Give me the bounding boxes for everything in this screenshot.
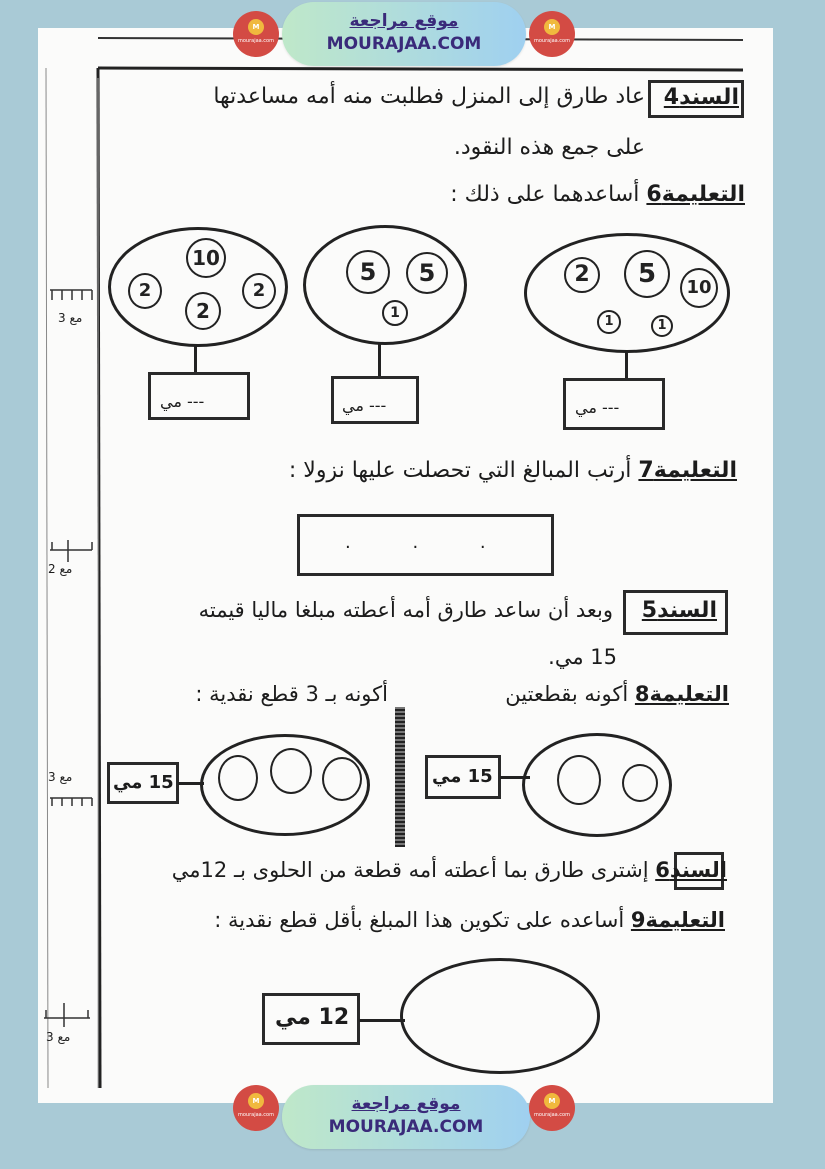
banner-arabic: موقع مراجعة xyxy=(349,11,459,31)
coin-oval[interactable] xyxy=(400,958,600,1074)
sanad4-text-line1: عاد طارق إلى المنزل فطلبت منه أمه مساعدتها xyxy=(213,84,645,109)
instruction6 xyxy=(450,182,745,207)
margin-mark: مع 2 xyxy=(48,562,73,576)
amount-box-text: 12 مي xyxy=(275,1005,350,1030)
instruction9-text: أساعده على تكوين هذا المبلغ بأقل قطع نقدية : xyxy=(214,908,625,932)
coin: 2 xyxy=(128,273,162,309)
sanad6-label: السند6 xyxy=(655,858,727,882)
coin: 2 xyxy=(185,292,221,330)
instruction8 xyxy=(505,682,729,706)
instruction8-text-b: أكونه بـ 3 قطع نقدية : xyxy=(195,682,388,706)
banner-url: MOURAJAA.COM xyxy=(326,34,482,54)
sanad6-text: إشترى طارق بما أعطته أمه قطعة من الحلوى بـ 12مي xyxy=(171,858,649,882)
coin: 1 xyxy=(382,300,408,326)
answer-box-text: --- مي xyxy=(342,396,387,415)
answer-box-text: --- مي xyxy=(160,392,205,411)
empty-coin[interactable] xyxy=(322,757,362,801)
answer-box-text: --- مي xyxy=(575,398,620,417)
margin-mark: مع 3 xyxy=(58,311,83,325)
margin-mark: مع 3 xyxy=(46,1030,71,1044)
instruction7-text: أرتب المبالغ التي تحصلت عليها نزولا : xyxy=(288,458,632,483)
sanad5-text-line2: 15 مي. xyxy=(548,645,617,669)
connector xyxy=(194,346,197,372)
amount-box-text: 15 مي xyxy=(432,766,493,787)
coin: 10 xyxy=(680,268,718,308)
sanad6-line xyxy=(172,858,727,882)
logo-badge: M mourajaa.com xyxy=(529,11,575,57)
instruction9-label: التعليمة9 xyxy=(630,908,725,932)
instruction9 xyxy=(214,908,725,932)
logo-badge: M mourajaa.com xyxy=(233,11,279,57)
empty-coin[interactable] xyxy=(622,764,658,802)
coin: 5 xyxy=(406,252,448,294)
coin: 2 xyxy=(564,257,600,293)
instruction6-text: أساعدهما على ذلك : xyxy=(450,182,640,207)
banner-url: MOURAJAA.COM xyxy=(328,1117,484,1137)
empty-coin[interactable] xyxy=(270,748,312,794)
empty-coin[interactable] xyxy=(557,755,601,805)
coin: 5 xyxy=(346,250,390,294)
sanad4-label: السند4 xyxy=(663,85,739,110)
instruction8-text-a: أكونه بقطعتين xyxy=(505,682,629,706)
site-banner-bottom[interactable] xyxy=(282,1085,530,1149)
coin: 1 xyxy=(597,310,621,334)
connector xyxy=(625,352,628,380)
coin: 2 xyxy=(242,273,276,309)
site-banner-top[interactable] xyxy=(282,2,526,66)
sanad4-text-line2: على جمع هذه النقود. xyxy=(453,135,645,160)
instruction7 xyxy=(289,458,737,483)
margin-mark: مع 3 xyxy=(48,770,73,784)
connector xyxy=(378,344,381,378)
banner-arabic: موقع مراجعة xyxy=(351,1094,461,1114)
coin: 5 xyxy=(624,250,670,298)
coin: 1 xyxy=(651,315,673,337)
coin: 10 xyxy=(186,238,226,278)
sanad5-label: السند5 xyxy=(641,598,717,623)
ordering-placeholder: . . . xyxy=(345,532,514,553)
instruction8-label: التعليمة8 xyxy=(634,682,729,706)
instruction6-label: التعليمة6 xyxy=(646,182,745,207)
instruction7-label: التعليمة7 xyxy=(638,458,737,483)
logo-badge: M mourajaa.com xyxy=(529,1085,575,1131)
connector xyxy=(359,1019,405,1022)
logo-badge: M mourajaa.com xyxy=(233,1085,279,1131)
empty-coin[interactable] xyxy=(218,755,258,801)
amount-box-text: 15 مي xyxy=(113,772,174,793)
sanad5-text-line1: وبعد أن ساعد طارق أمه أعطته مبلغا ماليا قيمته xyxy=(198,598,613,622)
divider-pole xyxy=(395,707,405,847)
